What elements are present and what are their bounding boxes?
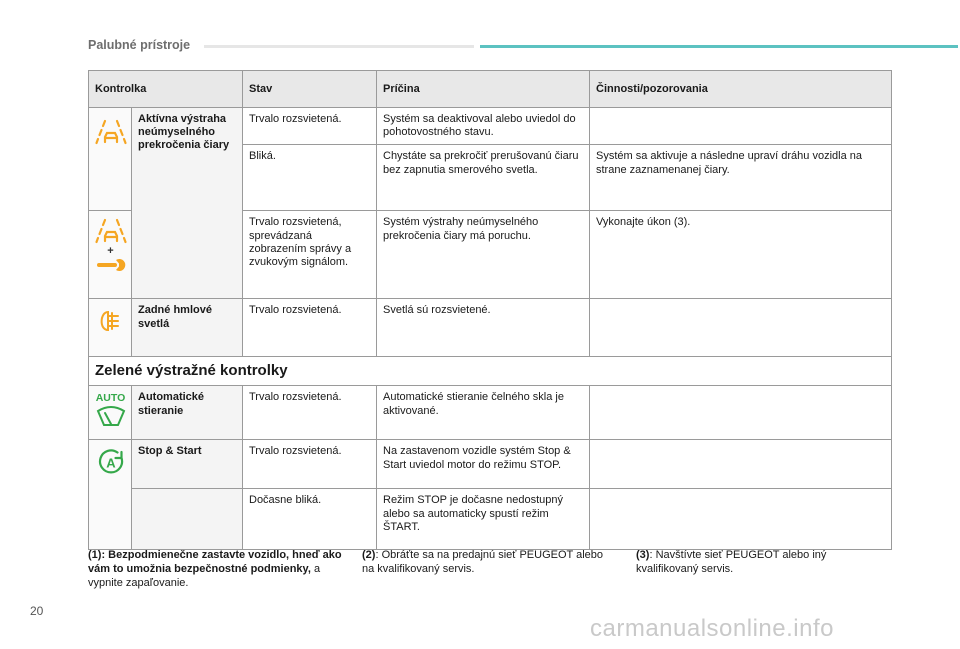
stopstart-name: Stop & Start: [132, 440, 243, 489]
rear-fog-light-icon: [96, 309, 126, 333]
stopstart-row2-stav: Dočasne bliká.: [243, 489, 377, 550]
table-header-row: [89, 71, 892, 108]
lane-icon-cell: [89, 108, 132, 211]
stopstart-row2-pricina: Režim STOP je dočasne nedostupný alebo sa automaticky spustí režim ŠTART.: [377, 489, 590, 550]
lane-row3-stav: Trvalo rozsvietená, sprevádzaná zobrazením správy a zvukovým signálom.: [243, 211, 377, 299]
column-header-kontrolka: Kontrolka: [89, 71, 243, 108]
stopstart-row1-pricina: Na zastavenom vozidle systém Stop & Start uviedol motor do režimu STOP.: [377, 440, 590, 489]
footnote-2-text: : Obráťte sa na predajnú sieť PEUGEOT alebo na kvalifikovaný servis.: [362, 549, 604, 575]
fog-pricina: Svetlá sú rozsvietené.: [377, 299, 590, 357]
stopstart-row2-cinnost: [590, 489, 892, 550]
header-divider-gray: [204, 45, 474, 48]
footnote-1-bold-text: : Bezpodmienečne zastavte vozidlo, hneď ako vám to umožnia bezpečnostné podmienky,: [88, 549, 342, 575]
stop-start-icon-letter: A: [105, 455, 116, 471]
table-row: [89, 489, 892, 550]
footnote-3-number: (3): [636, 549, 650, 561]
stopstart-name-empty: [132, 489, 243, 550]
wiper-name: Automatické stieranie: [132, 386, 243, 440]
lane-warning-name: Aktívna výstraha neúmyselného prekročenia čiary: [132, 108, 243, 299]
lane-departure-icon: [95, 217, 127, 245]
fog-cinnost: [590, 299, 892, 357]
table-row: [89, 440, 892, 489]
footnote-3-text: : Navštívte sieť PEUGEOT alebo iný kvalifikovaný servis.: [636, 549, 827, 575]
footnote-2-number: (2): [362, 549, 376, 561]
footnote-1: [88, 549, 348, 590]
wiper-pricina: Automatické stieranie čelného skla je aktivované.: [377, 386, 590, 440]
lane-row1-stav: Trvalo rozsvietená.: [243, 108, 377, 145]
windscreen-wiper-icon: [96, 404, 126, 428]
table-row: [89, 386, 892, 440]
wrench-icon: [95, 257, 127, 273]
footnote-1-number: (1): [88, 549, 102, 561]
column-header-stav: Stav: [243, 71, 377, 108]
stopstart-row1-stav: Trvalo rozsvietená.: [243, 440, 377, 489]
lane-row2-pricina: Chystáte sa prekročiť prerušovanú čiaru bez zapnutia smerového svetla.: [377, 145, 590, 211]
lane-departure-icon: [95, 118, 127, 146]
column-header-cinnosti: Činnosti/pozorovania: [590, 71, 892, 108]
watermark: carmanualsonline.info: [590, 615, 834, 642]
lane-row3-pricina: Systém výstrahy neúmyselného prekročenia čiary má poruchu.: [377, 211, 590, 299]
footnote-1-text: a vypnite zapaľovanie.: [88, 562, 321, 589]
header-divider-accent: [480, 45, 958, 48]
stopstart-icon-cell: [89, 440, 132, 550]
page-number: 20: [30, 604, 44, 618]
fog-light-name: Zadné hmlové svetlá: [132, 299, 243, 357]
stop-start-icon: [97, 448, 125, 476]
fog-stav: Trvalo rozsvietená.: [243, 299, 377, 357]
lane-row2-stav: Bliká.: [243, 145, 377, 211]
auto-label: AUTO: [95, 392, 126, 405]
lane-row1-cinnost: [590, 108, 892, 145]
lane-row3-cinnost: Vykonajte úkon (3).: [590, 211, 892, 299]
footnote-2: [362, 549, 612, 577]
lane-fault-icon-cell: [89, 211, 132, 299]
section-title-green-lights: Zelené výstražné kontrolky: [89, 357, 892, 386]
stopstart-row1-cinnost: [590, 440, 892, 489]
table-row: [89, 299, 892, 357]
column-header-pricina: Príčina: [377, 71, 590, 108]
fog-icon-cell: [89, 299, 132, 357]
wiper-icon-cell: [89, 386, 132, 440]
table-row: [89, 108, 892, 145]
lane-row2-cinnost: Systém sa aktivuje a následne upraví dráhu vozidla na strane zaznamenanej čiary.: [590, 145, 892, 211]
wiper-cinnost: [590, 386, 892, 440]
section-row: [89, 357, 892, 386]
lane-row1-pricina: Systém sa deaktivoval alebo uviedol do pohotovostného stavu.: [377, 108, 590, 145]
page-header-title: Palubné prístroje: [88, 38, 191, 52]
footnote-3: [636, 549, 876, 577]
plus-sign: +: [107, 245, 114, 258]
warning-lights-table: [88, 70, 892, 550]
wiper-stav: Trvalo rozsvietená.: [243, 386, 377, 440]
